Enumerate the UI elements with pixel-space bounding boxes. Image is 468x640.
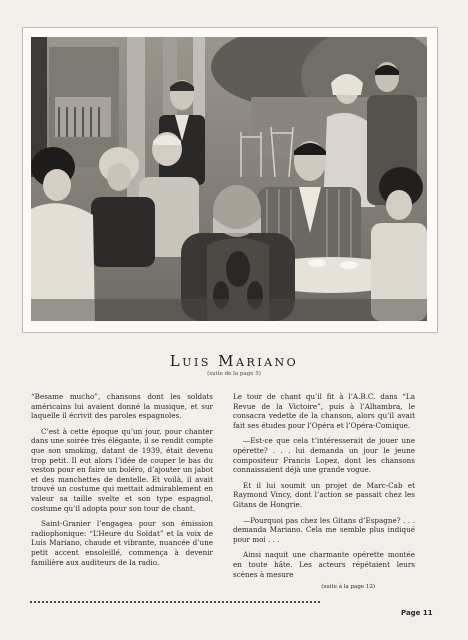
paragraph: Le tour de chant qu’il fit à l’A.B.C. dans “La Revue de la Victoire”, puis à l’Alhambra, le consacra vedette de la chanson, alors qu’il avait fait ses études pour l’Opéra et l’Opéra-Comique. xyxy=(233,392,415,430)
continued-note: (suite à la page 12) xyxy=(321,584,375,591)
film-still-illustration xyxy=(31,37,427,321)
paragraph: —Est-ce que cela t’intéresserait de jouer une opérette? . . . lui demanda un jour le jeune compositeur Francis Lopez, dont les chansons connaissaient déjà une grande vogue. xyxy=(233,436,415,475)
paragraph: C’est à cette époque qu’un jour, pour chanter dans une soirée très élégante, il se rendit compte que son smoking, datant de 1939, était devenu trop petit. Il eut alors l’idée de couper le bas du veston pour en faire un boléro, d’ajouter un jabot et des manchettes de dentelle. Et voilà, il avait trouvé un costume qui mettait admirablement en valeur sa taille svelte et son type espagnol, costume qu’il adopta pour son tour de chant. xyxy=(31,426,213,513)
paragraph: —Pourquoi pas chez les Gitans d’Espagne? . . . demanda Mariano. Cela me semble plus indiqué pour moi . . . xyxy=(233,515,415,544)
photo-frame xyxy=(22,27,438,333)
film-still-photo xyxy=(31,37,427,321)
divider xyxy=(30,601,320,603)
paragraph: Et il lui soumit un projet de Marc-Cab et Raymond Vincy, dont l’action se passait chez les Gitans de Hongrie. xyxy=(233,480,415,509)
page-number: Page 11 xyxy=(401,609,433,617)
paragraph: Saint-Granier l’engagea pour son émission radiophonique: “L’Heure du Soldat” et la voix de Luis Mariano, chaude et vibrante, nuancée d’une petit accent ensoleillé, commença à devenir familière aux auditeurs de la radio. xyxy=(31,519,213,567)
right-column xyxy=(233,392,415,593)
left-column xyxy=(31,392,213,573)
paragraph: Ainsi naquit une charmante opérette montée en toute hâte. Les acteurs répétaient leurs scènes à mesure xyxy=(233,550,415,579)
paragraph: “Besame mucho”, chansons dont les soldats américains lui avaient donné la musique, et sur laquelle il écrivit des paroles espagnoles. xyxy=(31,392,213,421)
article-subtitle: (suite de la page 5) xyxy=(207,371,261,377)
article-title: Luis Mariano xyxy=(169,352,299,370)
